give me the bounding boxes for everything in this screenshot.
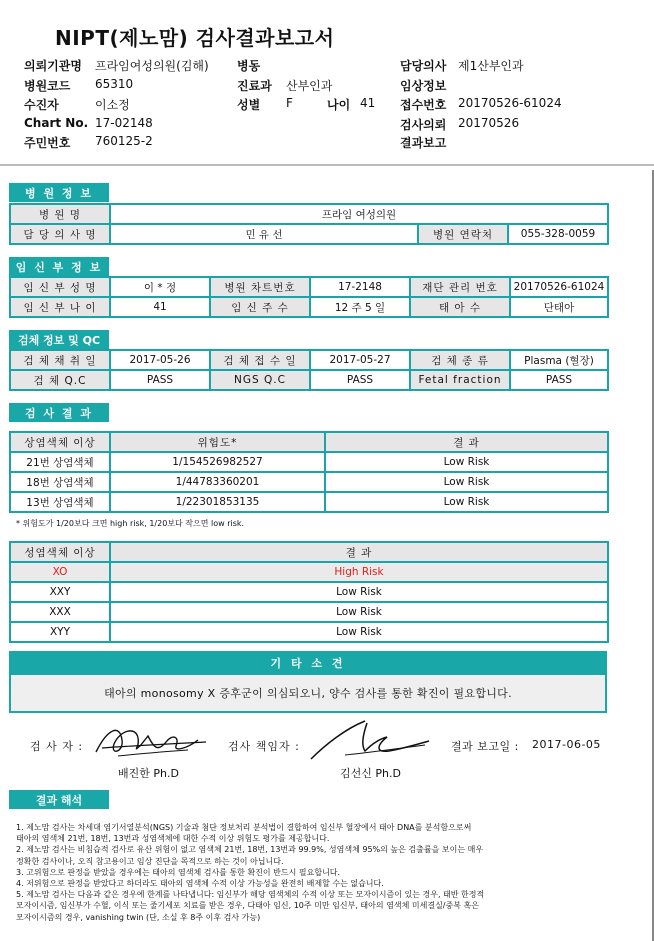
weeks-label: 임 신 주 수 [210, 297, 310, 317]
interpretation-line: 1. 제노맘 검사는 차세대 염기서열분석(NGS) 기술과 첨단 정보처리 분석법이 결합하여 임신부 혈장에서 태아 DNA를 분석함으로써 [16, 823, 472, 832]
weeks-value: 12 주 5 일 [310, 297, 410, 317]
doctor-name-label: 담 당 의 사 명 [10, 224, 110, 244]
mgmt-no-label: 재단 관리 번호 [410, 277, 510, 297]
report-title: NIPT(제노맘) 검사결과보고서 [55, 26, 335, 50]
interpretation-line: 5. 제노맘 검사는 다음과 같은 경우에 한계를 나타냅니다: 임신부가 해당 염색체의 수적 이상 또는 모자이시즘이 있는 경우, 태반 한정적 [16, 890, 485, 900]
specimen-table [9, 349, 609, 391]
hospital-name-label: 병 원 명 [10, 204, 110, 224]
interpretation-line: 모자이시즘, 임신부가 수혈, 이식 또는 줄기세포 치료를 받은 경우, 다태아 임신, 10주 미만 임신부, 태아의 염색체 미세결실/중복 혹은 [16, 901, 479, 911]
report-header [0, 0, 654, 166]
autosome-risk: 1/44783360201 [110, 472, 325, 492]
specimen-type-value: Plasma (혈장) [510, 350, 608, 370]
sex-name: XYY [10, 622, 110, 642]
pregnant-section-title: 임 신 부 정 보 [9, 257, 109, 276]
responsible-name: 김선신 Ph.D [340, 767, 401, 780]
specimen-qc-label: 검 체 Q.C [10, 370, 110, 390]
collect-date-label: 검 체 채 취 일 [10, 350, 110, 370]
contact-label: 병원 연락처 [418, 224, 508, 244]
table-row [10, 562, 608, 582]
autosome-name: 21번 상염색체 [10, 452, 110, 472]
receive-date-value: 2017-05-27 [310, 350, 410, 370]
misc-findings-text: 태아의 monosomy X 증후군이 의심되오니, 양수 검사를 통한 확진이 필요합니다. [9, 675, 607, 713]
sex-name: XXY [10, 582, 110, 602]
sex-label: 성별 [237, 98, 261, 112]
age-label: 나이 [327, 98, 351, 112]
sex-header-type: 성염색체 이상 [10, 542, 110, 562]
pregnant-name-label: 임 신 부 성 명 [10, 277, 110, 297]
table-row [10, 622, 608, 642]
report-date-label: 결과 보고일 : [451, 740, 519, 753]
sex-chromosome-table [9, 541, 609, 643]
request-label: 검사의뢰 [400, 118, 447, 132]
hospital-name-value: 프라임 여성의원 [110, 204, 608, 224]
table-row [10, 582, 608, 602]
sex-name: XO [10, 562, 110, 582]
fetus-value: 단태아 [510, 297, 608, 317]
org-label: 의뢰기관명 [24, 59, 82, 73]
ngs-qc-label: NGS Q.C [210, 370, 310, 390]
code-label: 병원코드 [24, 79, 71, 93]
autosome-header-type: 상염색체 이상 [10, 432, 110, 452]
autosome-risk: 1/154526982527 [110, 452, 325, 472]
header-divider [0, 164, 654, 166]
id-value: 760125-2 [95, 134, 153, 148]
doctor-value: 제1산부인과 [458, 59, 524, 73]
responsible-label: 검사 책임자 : [228, 740, 300, 753]
report-date-value: 2017-06-05 [532, 738, 601, 751]
autosome-result: Low Risk [325, 472, 608, 492]
fetus-label: 태 아 수 [410, 297, 510, 317]
autosome-name: 18번 상염색체 [10, 472, 110, 492]
table-row [10, 452, 608, 472]
risk-footnote: * 위험도가 1/20보다 크면 high risk, 1/20보다 작으면 low risk. [16, 519, 245, 528]
pregnant-age-label: 임 신 부 나 이 [10, 297, 110, 317]
sex-result: High Risk [110, 562, 608, 582]
chart-label: Chart No. [24, 116, 89, 130]
chart-no-value: 17-2148 [310, 277, 410, 297]
sex-name: XXX [10, 602, 110, 622]
chart-no-label: 병원 차트번호 [210, 277, 310, 297]
mgmt-no-value: 20170526-61024 [510, 277, 608, 297]
sex-value: F [286, 96, 293, 110]
hospital-section-title: 병 원 정 보 [9, 183, 109, 202]
autosome-table [9, 431, 609, 513]
autosome-name: 13번 상염색체 [10, 492, 110, 512]
fetal-fraction-value: PASS [510, 370, 608, 390]
report-label: 결과보고 [400, 136, 447, 150]
org-value: 프라임여성의원(김해) [95, 59, 209, 73]
accession-label: 접수번호 [400, 98, 447, 112]
patient-value: 이소정 [95, 98, 130, 112]
dept-label: 진료과 [237, 79, 272, 93]
code-value: 65310 [95, 77, 134, 91]
ngs-qc-value: PASS [310, 370, 410, 390]
autosome-header-risk: 위험도* [110, 432, 325, 452]
sex-header-result: 결 과 [110, 542, 608, 562]
autosome-risk: 1/22301853135 [110, 492, 325, 512]
interpretation-text [16, 822, 636, 923]
responsible-signature-icon [305, 715, 435, 765]
interpretation-line: 4. 저위험으로 판정을 받았다고 하더라도 태아의 염색체 수적 이상 가능성을 완전히 배제할 수는 없습니다. [16, 879, 384, 889]
interpretation-line: 2. 제노맘 검사는 비침습적 검사로 유산 위험이 없고 염색체 21번, 18번, 13번과 99.9%, 성염색체 95%의 높은 검출률을 보이는 매우 [16, 845, 484, 855]
contact-value: 055-328-0059 [508, 224, 608, 244]
collect-date-value: 2017-05-26 [110, 350, 210, 370]
tester-name: 배진한 Ph.D [118, 767, 179, 780]
tester-label: 검 사 자 : [30, 740, 84, 753]
interpretation-line: 3. 고위험으로 판정을 받았을 경우에는 태아의 염색체 검사를 통한 확진이 반드시 필요합니다. [16, 867, 341, 877]
request-value: 20170526 [458, 116, 520, 130]
patient-label: 수진자 [24, 98, 59, 112]
fetal-fraction-label: Fetal fraction [410, 370, 510, 390]
clinical-label: 임상정보 [400, 79, 447, 93]
misc-findings-header: 기 타 소 견 [9, 651, 607, 675]
receive-date-label: 검 체 접 수 일 [210, 350, 310, 370]
table-row [10, 472, 608, 492]
interpretation-section-title: 결과 해석 [9, 790, 109, 809]
sex-result: Low Risk [110, 582, 608, 602]
sex-result: Low Risk [110, 622, 608, 642]
hospital-table [9, 203, 609, 245]
table-row [10, 492, 608, 512]
dept-value: 산부인과 [286, 79, 333, 93]
interpretation-line: 모자이시즘의 경우, vanishing twin (단, 소실 후 8주 이후 검사 가능) [16, 912, 261, 922]
results-section-title: 검 사 결 과 [9, 403, 109, 422]
tester-signature-icon [88, 718, 213, 763]
doctor-name-value: 민 유 선 [110, 224, 418, 244]
autosome-header-result: 결 과 [325, 432, 608, 452]
specimen-type-label: 검 체 종 류 [410, 350, 510, 370]
age-value: 41 [360, 96, 376, 110]
pregnant-table [9, 276, 609, 318]
ward-label: 병동 [237, 59, 261, 73]
specimen-section-title: 검체 정보 및 QC [9, 330, 109, 349]
autosome-result: Low Risk [325, 452, 608, 472]
pregnant-age-value: 41 [110, 297, 210, 317]
table-row [10, 602, 608, 622]
sex-result: Low Risk [110, 602, 608, 622]
id-label: 주민번호 [24, 136, 71, 150]
pregnant-name-value: 이 * 정 [110, 277, 210, 297]
autosome-result: Low Risk [325, 492, 608, 512]
accession-value: 20170526-61024 [458, 96, 562, 110]
interpretation-line: 정확한 검사이나, 오직 참고용이고 임상 진단을 목적으로 하는 것이 아닙니다. [16, 856, 284, 866]
interpretation-line: 태아의 염색체 21번, 18번, 13번과 성염색체에 대한 수적 이상 위험도 평가를 제공합니다. [16, 834, 330, 844]
specimen-qc-value: PASS [110, 370, 210, 390]
chart-value: 17-02148 [95, 116, 153, 130]
doctor-label: 담당의사 [400, 59, 447, 73]
